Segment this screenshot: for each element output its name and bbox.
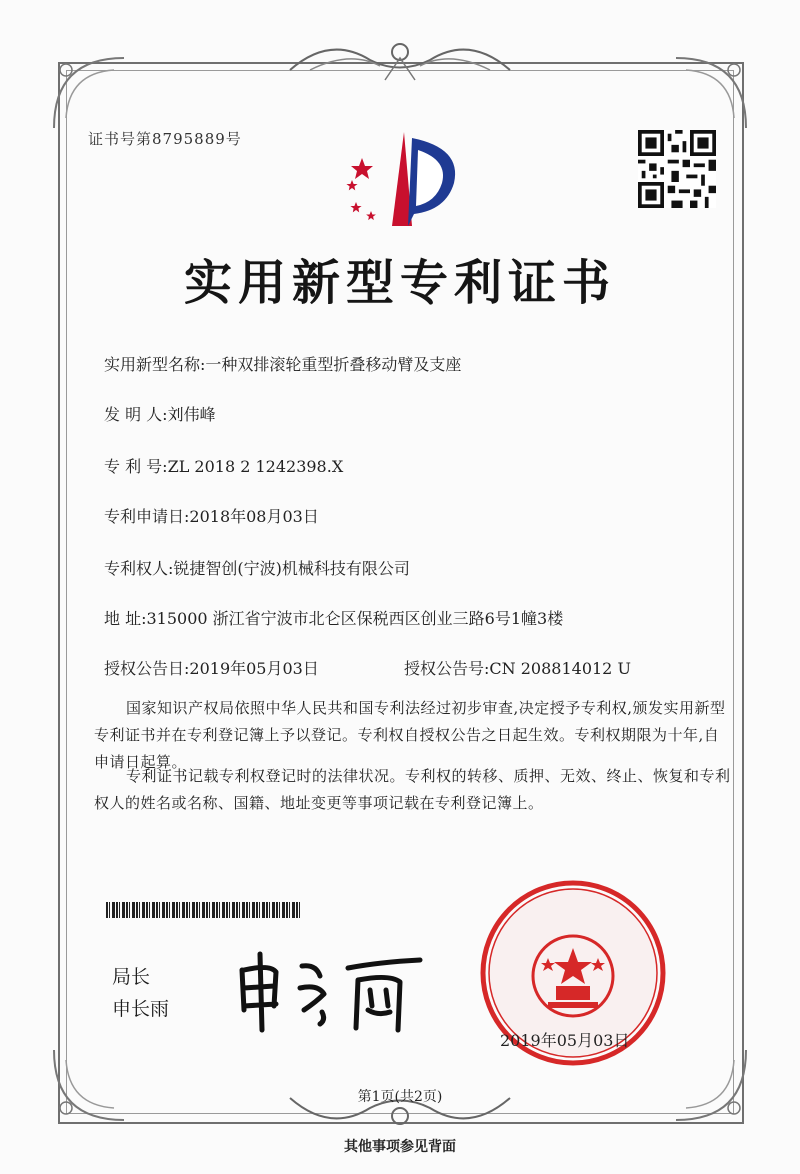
corner-ornament-bottom-right: [666, 1040, 756, 1130]
field-value: 锐捷智创(宁波)机械科技有限公司: [173, 559, 410, 578]
corner-ornament-bottom-left: [44, 1040, 134, 1130]
field-label: 授权公告日:: [104, 659, 190, 678]
top-ornament: [270, 30, 530, 90]
certificate-number: 证书号第8795889号: [88, 130, 242, 148]
field-value: 一种双排滚轮重型折叠移动臂及支座: [205, 355, 462, 374]
barcode-icon: [106, 902, 302, 918]
field-value: ZL 2018 2 1242398.X: [167, 457, 344, 476]
field-inventor: [104, 402, 216, 425]
field-address: [104, 606, 563, 629]
field-label: 实用新型名称:: [104, 355, 206, 374]
corner-ornament-top-right: [666, 48, 756, 138]
field-label: 专利申请日:: [104, 507, 190, 526]
notice-paragraph-1: 国家知识产权局依照中华人民共和国专利法经过初步审查,决定授予专利权,颁发实用新型专利证书并在专利登记簿上予以登记。专利权自授权公告之日起生效。专利权期限为十年,自申请日起算。: [94, 699, 726, 771]
page-number: 第1页(共2页): [357, 1089, 443, 1105]
field-grant-date: [104, 656, 319, 679]
corner-ornament-top-left: [44, 48, 134, 138]
director-name: 申长雨: [112, 998, 170, 1020]
director-title: 局长: [112, 966, 151, 988]
field-value: 2019年05月03日: [189, 659, 319, 678]
field-value: CN 208814012 U: [489, 659, 631, 678]
certificate-title: 实用新型专利证书: [183, 255, 616, 311]
director-signature: [230, 940, 430, 1040]
field-filing-date: [104, 504, 319, 527]
field-value: 刘伟峰: [167, 405, 216, 424]
seal-date: 2019年05月03日: [500, 1031, 630, 1050]
field-utility-model-name: [104, 352, 461, 375]
field-value: 315000 浙江省宁波市北仑区保税西区创业三路6号1幢3楼: [146, 609, 564, 628]
field-grant-number: [404, 656, 631, 679]
cnipa-logo-icon: [342, 128, 466, 228]
notice-paragraph-2: 专利证书记载专利权登记时的法律状况。专利权的转移、质押、无效、终止、恢复和专利权人的姓名或名称、国籍、地址变更等事项记载在专利登记簿上。: [94, 767, 731, 812]
back-note: 其他事项参见背面: [344, 1139, 456, 1155]
qr-code-icon: [638, 130, 716, 208]
field-label: 授权公告号:: [404, 659, 490, 678]
field-label: 专利权人:: [104, 559, 174, 578]
field-patentee: [104, 556, 410, 579]
field-label: 专 利 号:: [104, 457, 168, 476]
field-value: 2018年08月03日: [189, 507, 319, 526]
field-label: 发 明 人:: [104, 405, 168, 424]
field-label: 地 址:: [104, 609, 147, 628]
field-patent-number: [104, 454, 343, 477]
